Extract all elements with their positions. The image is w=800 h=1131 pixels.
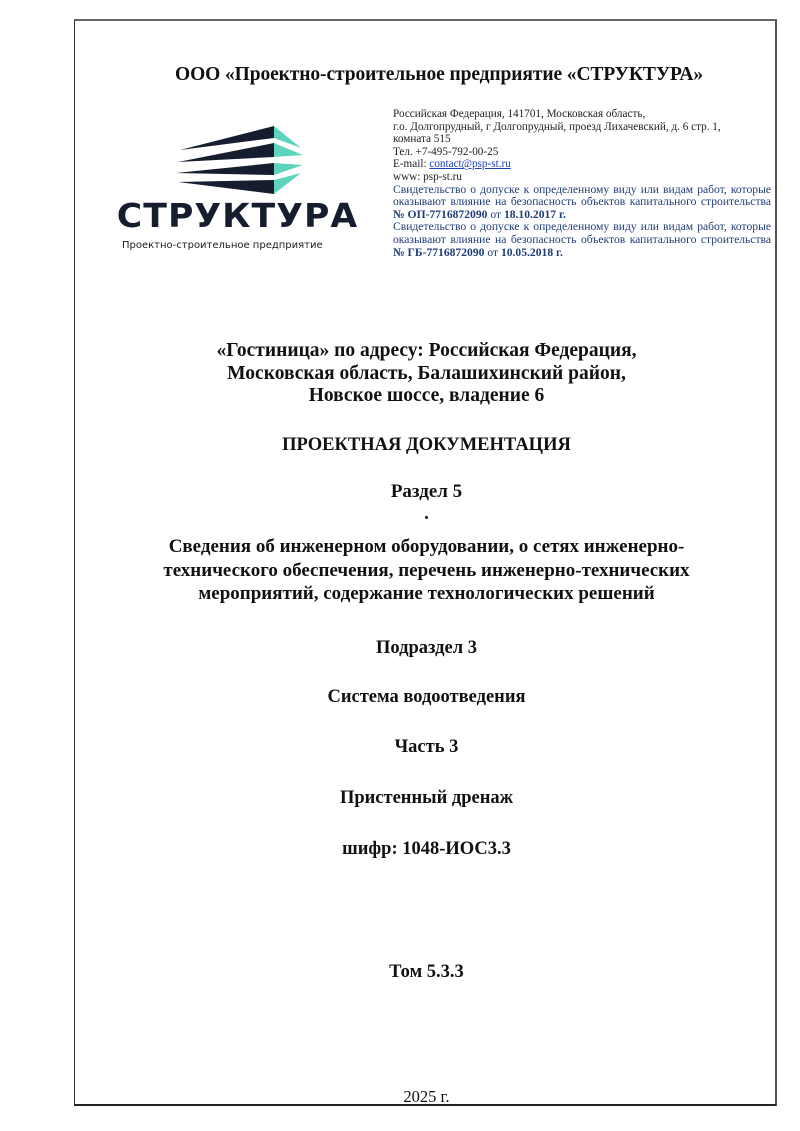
certificate-date: 10.05.2018 г. [500, 245, 563, 259]
object-address [74, 340, 779, 408]
logo-wordmark: СТРУКТУРА [116, 196, 359, 235]
section-desc-line-2: технического обеспечения, перечень инженерно-технических [163, 559, 690, 581]
document-type: ПРОЕКТНАЯ ДОКУМЕНТАЦИЯ [282, 435, 571, 455]
email-link[interactable]: contact@psp-st.ru [429, 158, 511, 171]
certificate-text: Свидетельство о допуске к определенному виду или видам работ, которые оказывают влияние на безопасность объектов капитального строительства [393, 182, 771, 209]
logo-tagline: Проектно-строительное предприятие [122, 240, 323, 251]
volume-number: Том 5.3.3 [389, 962, 464, 982]
subsection: Подраздел 3 [376, 638, 477, 658]
logo-facet-4 [274, 173, 301, 194]
section-desc-line-1: Сведения об инженерном оборудовании, о сетях инженерно- [168, 536, 685, 557]
logo-facet-2 [274, 143, 303, 157]
part-name: Пристенный дренаж [339, 788, 514, 808]
system-name: Система водоотведения [327, 687, 526, 707]
company-contacts [393, 108, 771, 259]
website: www: psp-st.ru [393, 170, 462, 183]
section-desc-line-3: мероприятий, содержание технологических решений [198, 583, 655, 604]
document-code: шифр: 1048-ИОС3.3 [342, 839, 511, 859]
section-number: Раздел 5 [390, 481, 463, 502]
certificate-number: № ГБ-7716872090 [393, 245, 485, 259]
address-line-2: г.о. Долгопрудный, г Долгопрудный, проезд Лихачевский, д. 6 стр. 1, [393, 120, 721, 133]
company-title: ООО «Проектно-строительное предприятие «СТРУКТУРА» [175, 64, 703, 85]
part-number: Часть 3 [394, 737, 459, 757]
certificate-1 [393, 184, 771, 222]
email-label: E-mail: [393, 158, 430, 171]
logo-wedge-4 [178, 180, 274, 194]
certificate-number: № ОП-7716872090 [393, 207, 488, 221]
logo-wedge-3 [176, 163, 274, 175]
document-year: 2025 г. [403, 1087, 450, 1106]
certificate-date: 18.10.2017 г. [503, 207, 566, 221]
certificate-text: Свидетельство о допуске к определенному виду или видам работ, которые оказывают влияние на безопасность объектов капитального строительства [393, 220, 771, 246]
certificate-2 [393, 221, 771, 259]
email-line [393, 158, 771, 171]
logo-wedge-2 [178, 143, 274, 162]
section-dot: . [424, 503, 429, 524]
object-line-1: «Гостиница» по адресу: Российская Федерация, [216, 340, 637, 361]
certificate-from: от [484, 245, 501, 259]
object-line-2: Московская область, Балашихинский район, [227, 362, 626, 384]
object-line-3: Новское шоссе, владение 6 [308, 385, 545, 406]
company-logo [98, 118, 362, 258]
address-line-3: комната 515 [393, 133, 451, 146]
section-description [74, 535, 779, 606]
address-line-1: Российская Федерация, 141701, Московская область, [393, 108, 646, 120]
logo-mark-icon [98, 118, 362, 198]
certificate-from: от [487, 207, 504, 221]
phone: Тел. +7-495-792-00-25 [393, 145, 499, 158]
logo-facet-3 [274, 163, 303, 175]
